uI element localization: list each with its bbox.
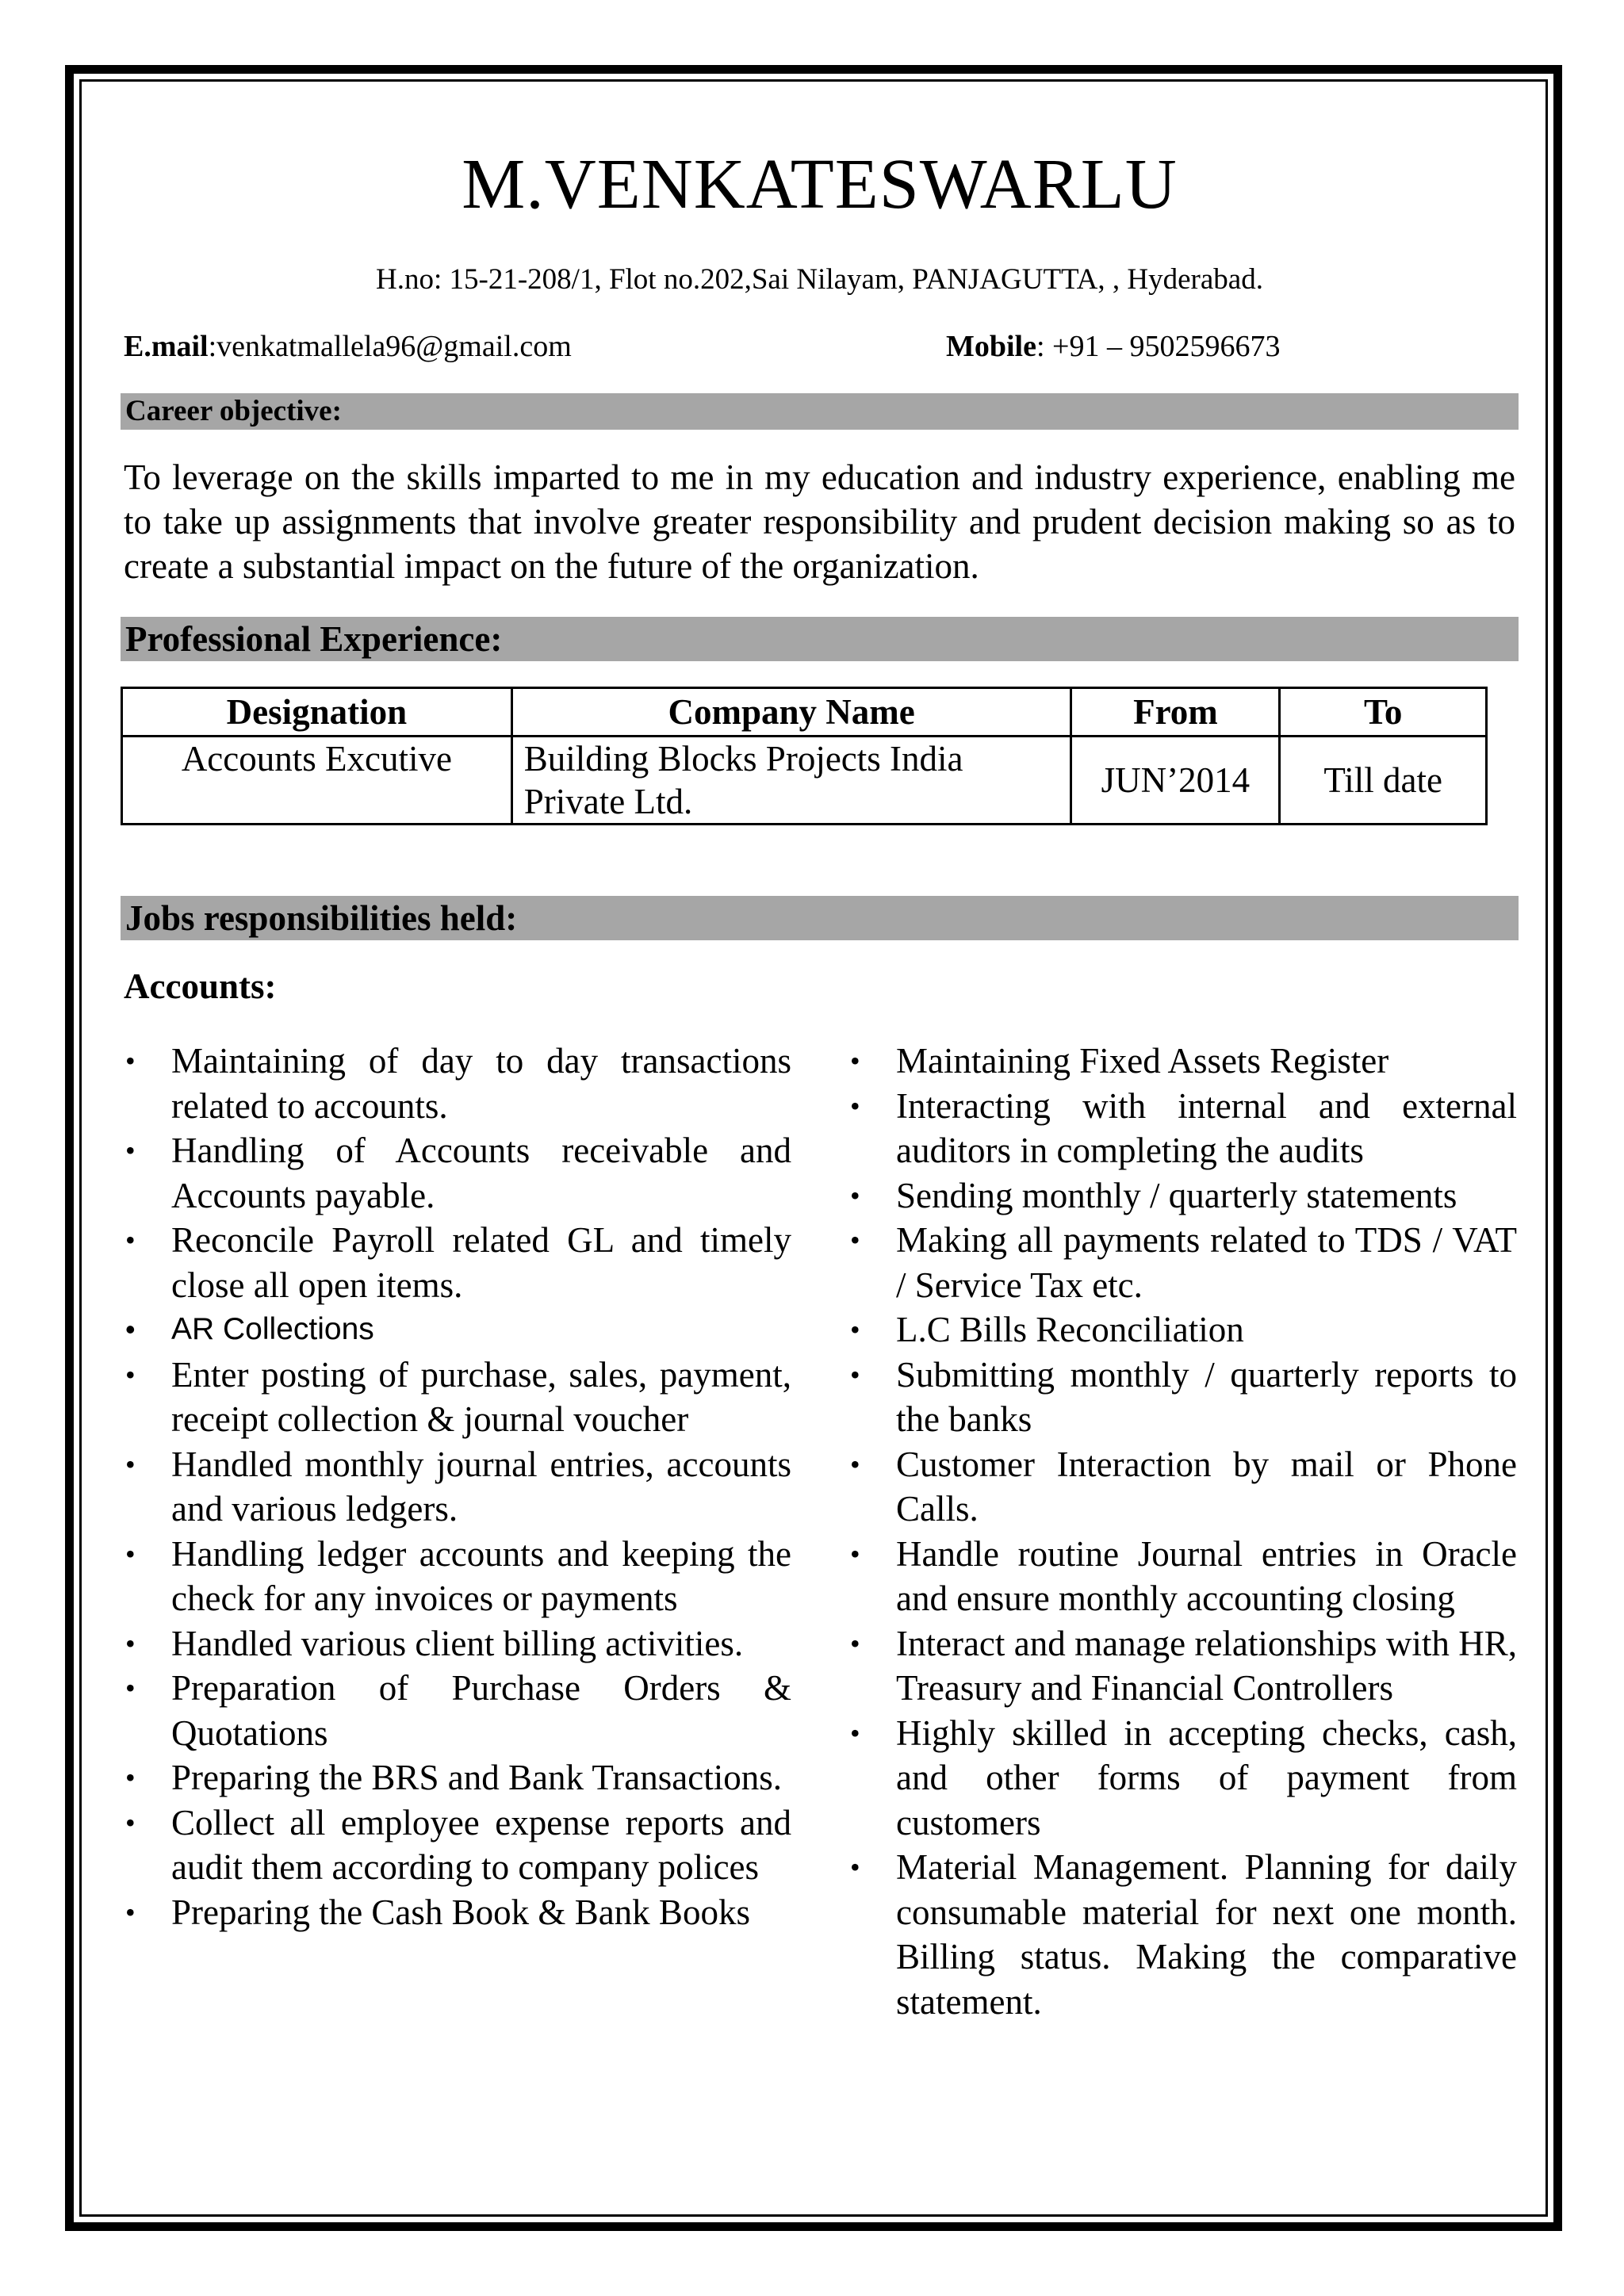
bullet-icon: •	[850, 1179, 860, 1211]
bullet-icon: •	[850, 1224, 860, 1256]
list-item	[847, 1442, 1517, 1532]
list-item-text: Material Management. Planning for daily consumable material for next one month. Billing status. Making the comparative statement.	[896, 1847, 1517, 2022]
accounts-subheading: Accounts:	[124, 966, 277, 1006]
professional-experience-heading: Professional Experience:	[121, 617, 1519, 661]
list-item-text: Highly skilled in accepting checks, cash, and other forms of payment from customers	[896, 1712, 1517, 1843]
address-line: H.no: 15-21-208/1, Flot no.202,Sai Nilayam, PANJAGUTTA, , Hyderabad.	[376, 263, 1263, 296]
table-row	[122, 737, 1487, 825]
bullet-icon: •	[125, 1358, 136, 1391]
list-item-text: AR Collections	[171, 1312, 374, 1346]
career-objective-text: To leverage on the skills imparted to me in my education and industry experience, enabling me to take up assignments that involve greater responsibility and prudent decision making so as to create a substantial impact on the future of the organization.	[124, 457, 1515, 586]
bullet-icon: •	[125, 1045, 136, 1077]
column-header-company: Company Name	[511, 688, 1071, 737]
list-item-text: Preparation of Purchase Orders & Quotations	[171, 1668, 791, 1753]
list-item	[847, 1307, 1517, 1353]
list-item-text: Making all payments related to TDS / VAT / Service Tax etc.	[896, 1220, 1517, 1305]
company-line-2: Private Ltd.	[523, 782, 693, 821]
list-item-text: Interacting with internal and external auditors in completing the audits	[896, 1085, 1517, 1170]
list-item	[122, 1307, 791, 1353]
list-item	[122, 1666, 791, 1755]
list-item-text: Maintaining of day to day transactions related to accounts.	[171, 1041, 791, 1126]
list-item-text: Handled various client billing activities.	[171, 1623, 744, 1663]
bullet-icon: •	[125, 1806, 136, 1839]
list-item-text: L.C Bills Reconciliation	[896, 1310, 1244, 1349]
list-item-text: Submitting monthly / quarterly reports to the banks	[896, 1354, 1517, 1439]
list-item	[122, 1353, 791, 1442]
responsibilities-left-list	[122, 1039, 791, 1934]
list-item-text: Reconcile Payroll related GL and timely close all open items.	[171, 1220, 791, 1305]
list-item-text: Maintaining Fixed Assets Register	[896, 1041, 1389, 1081]
list-item-text: Preparing the BRS and Bank Transactions.	[171, 1758, 782, 1797]
bullet-icon: •	[125, 1313, 136, 1345]
bullet-icon: •	[125, 1762, 136, 1793]
list-item	[847, 1711, 1517, 1846]
column-header-designation: Designation	[122, 688, 512, 737]
list-item	[122, 1218, 791, 1307]
company-line-1: Building Blocks Projects India	[523, 739, 963, 779]
list-item-text: Sending monthly / quarterly statements	[896, 1175, 1457, 1215]
mobile-info	[946, 331, 1280, 362]
bullet-icon: •	[125, 1627, 136, 1659]
bullet-icon: •	[850, 1089, 860, 1122]
bullet-icon: •	[850, 1627, 860, 1659]
list-item-text: Preparing the Cash Book & Bank Books	[171, 1892, 750, 1932]
list-item	[122, 1621, 791, 1667]
list-item	[847, 1084, 1517, 1173]
column-header-from: From	[1071, 688, 1280, 737]
list-item-text: Interact and manage relationships with HR, Treasury and Financial Controllers	[896, 1623, 1517, 1708]
list-item-text: Handling of Accounts receivable and Accounts payable.	[171, 1131, 791, 1215]
list-item-text: Collect all employee expense reports and audit them according to company polices	[171, 1802, 791, 1887]
list-item	[122, 1039, 791, 1128]
list-item	[847, 1218, 1517, 1307]
list-item	[122, 1442, 791, 1532]
bullet-icon: •	[125, 1672, 136, 1704]
bullet-icon: •	[125, 1537, 136, 1570]
bullet-icon: •	[850, 1448, 860, 1480]
cell-company	[511, 737, 1071, 825]
list-item-text: Handling ledger accounts and keeping the check for any invoices or payments	[171, 1533, 791, 1618]
email-value: :venkatmallela96@gmail.com	[208, 330, 572, 363]
list-item	[122, 1532, 791, 1621]
email-label: E.mail	[124, 330, 209, 363]
bullet-icon: •	[850, 1716, 860, 1749]
list-item	[847, 1039, 1517, 1084]
list-item	[847, 1845, 1517, 2024]
list-item-text: Enter posting of purchase, sales, payment, receipt collection & journal voucher	[171, 1354, 791, 1439]
experience-table-header	[122, 688, 1487, 737]
jobs-responsibilities-heading: Jobs responsibilities held:	[121, 896, 1519, 940]
bullet-icon: •	[850, 1045, 860, 1077]
list-item	[122, 1890, 791, 1935]
list-item	[122, 1800, 791, 1890]
cell-designation: Accounts Excutive	[122, 737, 512, 825]
list-item	[122, 1755, 791, 1800]
bullet-icon: •	[125, 1135, 136, 1166]
list-item	[847, 1173, 1517, 1219]
cell-from: JUN’2014	[1071, 737, 1280, 825]
responsibilities-right-list	[847, 1039, 1517, 2024]
bullet-icon: •	[850, 1314, 860, 1345]
list-item	[847, 1353, 1517, 1442]
bullet-icon: •	[850, 1358, 860, 1391]
bullet-icon: •	[125, 1224, 136, 1256]
mobile-value: : +91 – 9502596673	[1036, 330, 1281, 363]
bullet-icon: •	[125, 1448, 136, 1480]
list-item	[122, 1128, 791, 1218]
list-item	[847, 1532, 1517, 1621]
email-info	[124, 331, 572, 362]
candidate-name: M.VENKATESWARLU	[462, 145, 1178, 224]
mobile-label: Mobile	[946, 330, 1036, 363]
column-header-to: To	[1280, 688, 1487, 737]
experience-table	[121, 687, 1488, 825]
bullet-icon: •	[850, 1851, 860, 1883]
career-objective-heading: Career objective:	[121, 393, 1519, 430]
bullet-icon: •	[125, 1896, 136, 1928]
list-item-text: Handle routine Journal entries in Oracle and ensure monthly accounting closing	[896, 1533, 1517, 1618]
list-item-text: Handled monthly journal entries, accounts and various ledgers.	[171, 1444, 791, 1529]
cell-to: Till date	[1280, 737, 1487, 825]
list-item	[847, 1621, 1517, 1711]
list-item-text: Customer Interaction by mail or Phone Calls.	[896, 1444, 1517, 1529]
bullet-icon: •	[850, 1537, 860, 1570]
